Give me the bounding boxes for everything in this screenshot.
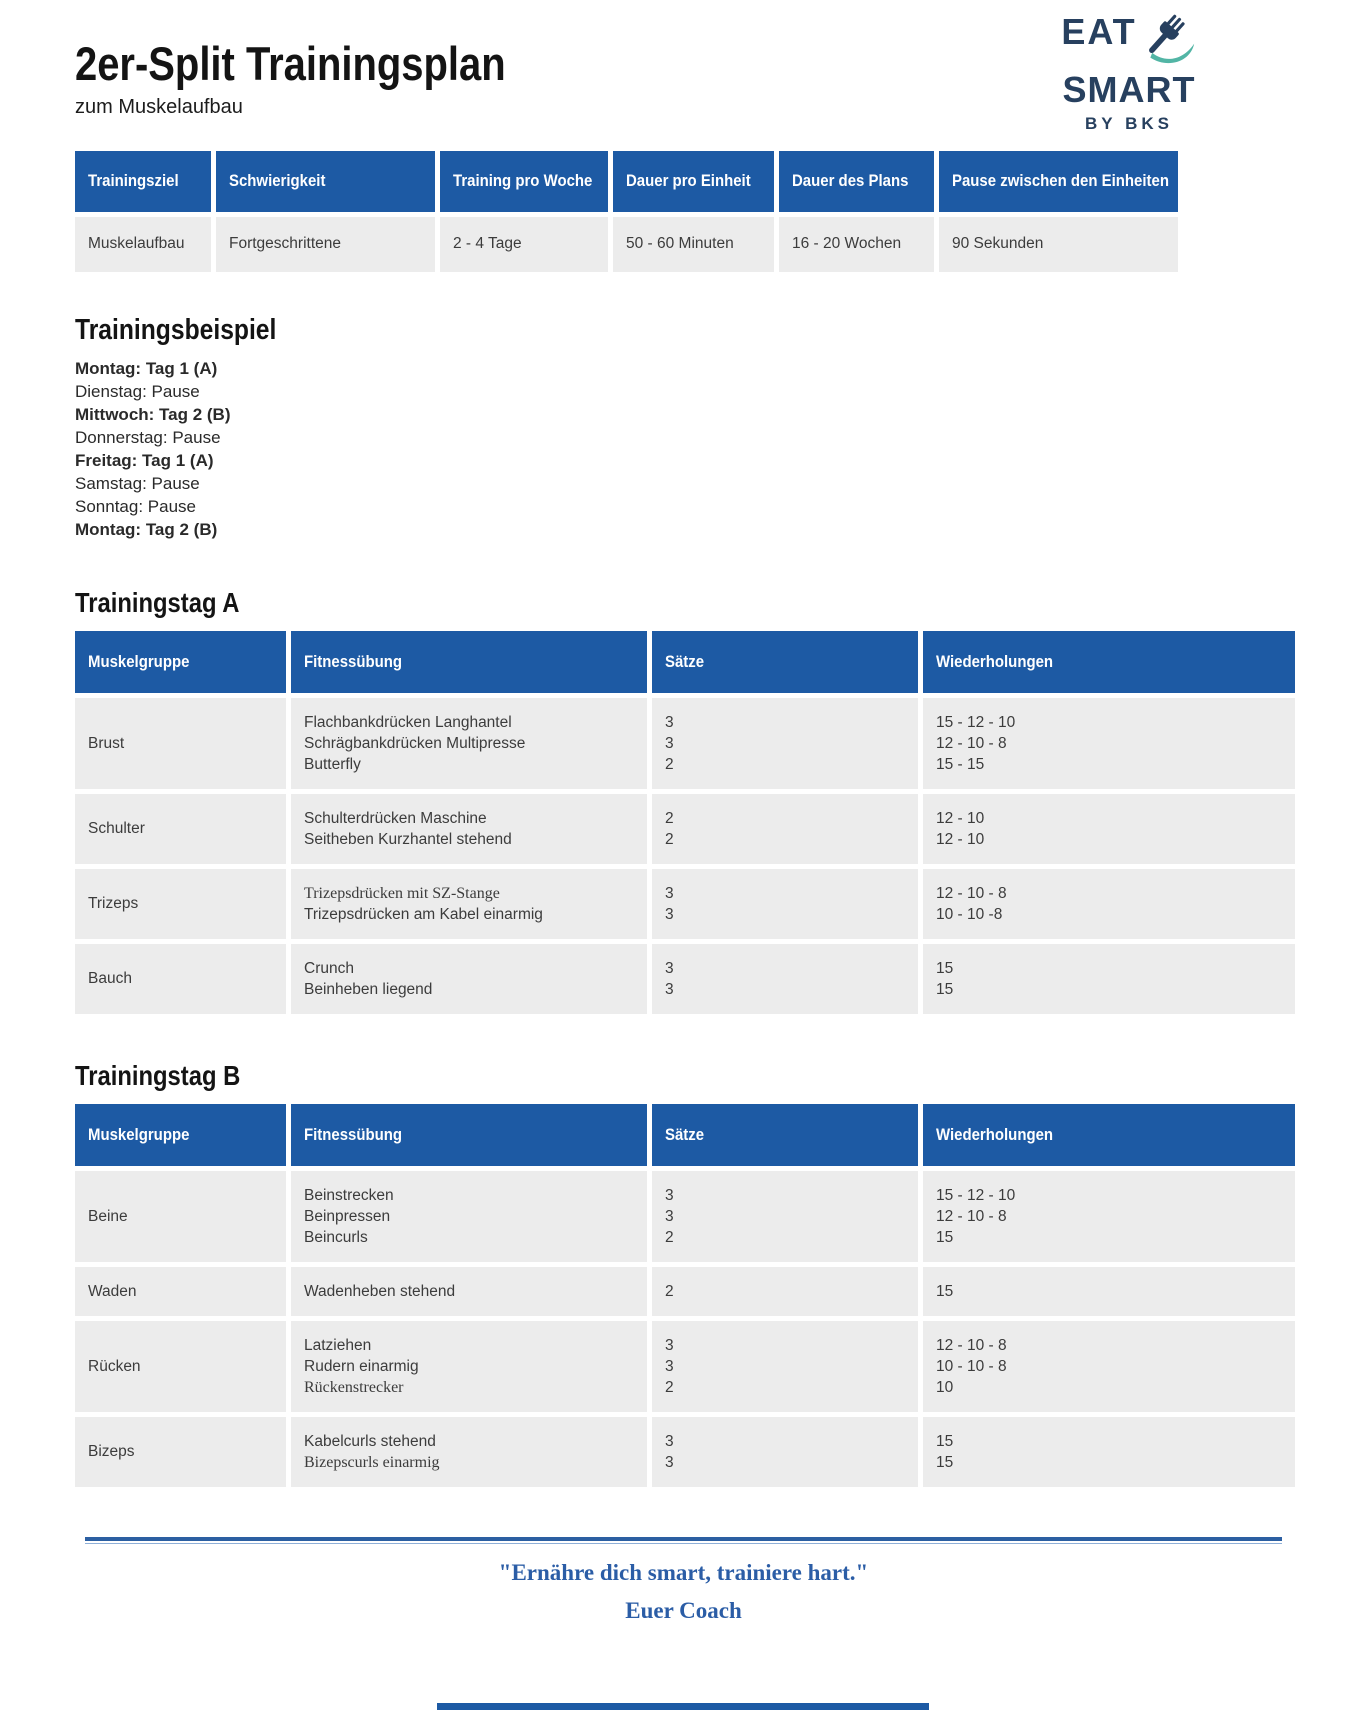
day-a-heading: Trainingstag A xyxy=(75,586,240,618)
table-header-row xyxy=(75,631,1292,693)
muscle-cell: Bizeps xyxy=(75,1417,286,1487)
table-row xyxy=(75,1321,1292,1412)
sets-value: 3 xyxy=(665,1207,674,1225)
reps-value: 10 - 10 - 8 xyxy=(936,1357,1007,1375)
example-day: Sonntag: Pause xyxy=(75,496,196,516)
reps-cell xyxy=(923,1417,1295,1487)
reps-value: 12 - 10 - 8 xyxy=(936,1207,1007,1225)
example-day: Freitag: Tag 1 (A) xyxy=(75,450,214,470)
sets-cell xyxy=(652,794,918,864)
example-day: Mittwoch: Tag 2 (B) xyxy=(75,404,231,424)
reps-value: 15 xyxy=(936,980,954,998)
sets-cell xyxy=(652,1267,918,1316)
exercises-cell xyxy=(291,1321,647,1412)
sets-value: 2 xyxy=(665,1378,674,1396)
reps-cell xyxy=(923,1321,1295,1412)
reps-value: 15 xyxy=(936,1228,954,1246)
reps-value: 12 - 10 xyxy=(936,809,985,827)
column-header-cell xyxy=(923,631,1295,693)
exercise-name: Trizepsdrücken mit SZ-Stange xyxy=(304,884,500,902)
page-subtitle: zum Muskelaufbau xyxy=(75,95,243,118)
sets-value: 2 xyxy=(665,830,674,848)
overview-value-cell: 2 - 4 Tage xyxy=(440,217,608,272)
column-header-cell xyxy=(75,1104,286,1166)
exercise-name: Wadenheben stehend xyxy=(304,1282,456,1300)
overview-table xyxy=(75,151,1173,272)
logo-word-bybks: BY BKS xyxy=(1085,114,1173,133)
sets-value: 2 xyxy=(665,809,674,827)
table-row xyxy=(75,869,1292,939)
exercise-name: Rudern einarmig xyxy=(304,1357,419,1375)
column-header-label: Wiederholungen xyxy=(936,1125,1054,1145)
sets-value: 2 xyxy=(665,1228,674,1246)
reps-cell xyxy=(923,869,1295,939)
reps-value: 15 xyxy=(936,1432,954,1450)
exercises-cell xyxy=(291,944,647,1014)
footer-divider xyxy=(85,1537,1282,1544)
page-title: 2er-Split Trainingsplan xyxy=(75,37,506,90)
example-heading: Trainingsbeispiel xyxy=(75,313,277,346)
column-header-label: Muskelgruppe xyxy=(88,652,190,672)
reps-value: 12 - 10 - 8 xyxy=(936,734,1007,752)
table-row xyxy=(75,944,1292,1014)
column-header-cell xyxy=(652,1104,918,1166)
sets-cell xyxy=(652,869,918,939)
overview-value-cell: Fortgeschrittene xyxy=(216,217,435,272)
muscle-cell: Brust xyxy=(75,698,286,789)
exercise-name: Crunch xyxy=(304,959,354,977)
sets-cell xyxy=(652,944,918,1014)
sets-value: 3 xyxy=(665,1453,674,1471)
overview-header-row xyxy=(75,151,1173,212)
overview-header-label: Trainingsziel xyxy=(88,171,179,191)
overview-value-cell: 16 - 20 Wochen xyxy=(779,217,934,272)
column-header-label: Wiederholungen xyxy=(936,652,1054,672)
exercise-name: Kabelcurls stehend xyxy=(304,1432,436,1450)
muscle-cell: Schulter xyxy=(75,794,286,864)
sets-value: 3 xyxy=(665,1357,674,1375)
overview-value-cell: 50 - 60 Minuten xyxy=(613,217,774,272)
table-row xyxy=(75,1417,1292,1487)
sets-value: 3 xyxy=(665,734,674,752)
reps-cell xyxy=(923,944,1295,1014)
reps-value: 10 - 10 -8 xyxy=(936,905,1003,923)
column-header-cell xyxy=(75,631,286,693)
sets-value: 3 xyxy=(665,713,674,731)
overview-header-label: Dauer pro Einheit xyxy=(626,171,751,191)
exercise-name: Beinpressen xyxy=(304,1207,391,1225)
example-day-list xyxy=(75,357,1292,541)
overview-header-label: Dauer des Plans xyxy=(792,171,909,191)
sets-value: 3 xyxy=(665,1432,674,1450)
reps-value: 15 - 15 xyxy=(936,755,985,773)
sets-value: 3 xyxy=(665,905,674,923)
reps-value: 15 - 12 - 10 xyxy=(936,713,1016,731)
sets-cell xyxy=(652,1321,918,1412)
column-header-label: Sätze xyxy=(665,1125,705,1145)
day-b-heading: Trainingstag B xyxy=(75,1059,241,1091)
sets-cell xyxy=(652,1171,918,1262)
overview-header-cell xyxy=(440,151,608,212)
column-header-label: Fitnessübung xyxy=(304,1125,403,1145)
example-day: Dienstag: Pause xyxy=(75,381,200,401)
reps-value: 15 - 12 - 10 xyxy=(936,1186,1016,1204)
muscle-cell: Trizeps xyxy=(75,869,286,939)
sets-value: 3 xyxy=(665,884,674,902)
example-day: Samstag: Pause xyxy=(75,473,200,493)
overview-header-cell xyxy=(939,151,1178,212)
exercise-name: Latziehen xyxy=(304,1336,372,1354)
exercises-cell xyxy=(291,1171,647,1262)
overview-header-label: Schwierigkeit xyxy=(229,171,326,191)
exercise-name: Schulterdrücken Maschine xyxy=(304,809,487,827)
exercise-name: Flachbankdrücken Langhantel xyxy=(304,713,512,731)
overview-value-row xyxy=(75,212,1173,272)
column-header-cell xyxy=(652,631,918,693)
fork-icon xyxy=(1141,10,1197,70)
sets-cell xyxy=(652,698,918,789)
example-day: Donnerstag: Pause xyxy=(75,427,221,447)
training-table xyxy=(75,1104,1292,1487)
exercise-name: Schrägbankdrücken Multipresse xyxy=(304,734,526,752)
reps-value: 10 xyxy=(936,1378,954,1396)
exercise-name: Beinheben liegend xyxy=(304,980,433,998)
exercise-name: Bizepscurls einarmig xyxy=(304,1453,440,1471)
sets-value: 3 xyxy=(665,1336,674,1354)
overview-value-cell: Muskelaufbau xyxy=(75,217,211,272)
logo-word-eat: EAT xyxy=(1061,11,1137,52)
brand-logo xyxy=(1044,11,1214,133)
exercise-name: Seitheben Kurzhantel stehend xyxy=(304,830,512,848)
overview-header-label: Pause zwischen den Einheiten xyxy=(952,171,1169,191)
sets-value: 3 xyxy=(665,959,674,977)
column-header-cell xyxy=(291,1104,647,1166)
sets-cell xyxy=(652,1417,918,1487)
training-table xyxy=(75,631,1292,1014)
reps-value: 12 - 10 - 8 xyxy=(936,1336,1007,1354)
next-page-table-edge xyxy=(437,1703,929,1710)
table-row xyxy=(75,698,1292,789)
exercises-cell xyxy=(291,794,647,864)
example-day: Montag: Tag 1 (A) xyxy=(75,358,218,378)
overview-header-label: Training pro Woche xyxy=(453,171,593,191)
exercise-name: Butterfly xyxy=(304,755,361,773)
exercise-name: Beinstrecken xyxy=(304,1186,394,1204)
sets-value: 2 xyxy=(665,1282,674,1300)
reps-cell xyxy=(923,1267,1295,1316)
muscle-cell: Beine xyxy=(75,1171,286,1262)
overview-header-cell xyxy=(75,151,211,212)
sets-value: 3 xyxy=(665,1186,674,1204)
exercises-cell xyxy=(291,869,647,939)
column-header-label: Muskelgruppe xyxy=(88,1125,190,1145)
exercises-cell xyxy=(291,698,647,789)
example-day: Montag: Tag 2 (B) xyxy=(75,519,218,539)
table-header-row xyxy=(75,1104,1292,1166)
logo-word-smart: SMART xyxy=(1062,69,1196,110)
column-header-cell xyxy=(291,631,647,693)
exercise-name: Trizepsdrücken am Kabel einarmig xyxy=(304,905,543,923)
muscle-cell: Bauch xyxy=(75,944,286,1014)
footer-quote: "Ernähre dich smart, trainiere hart." xyxy=(498,1559,869,1585)
sets-value: 3 xyxy=(665,980,674,998)
exercise-name: Rückenstrecker xyxy=(304,1378,404,1396)
reps-value: 12 - 10 xyxy=(936,830,985,848)
overview-header-cell xyxy=(613,151,774,212)
column-header-label: Sätze xyxy=(665,652,705,672)
reps-value: 15 xyxy=(936,959,954,977)
overview-header-cell xyxy=(779,151,934,212)
exercises-cell xyxy=(291,1417,647,1487)
overview-header-cell xyxy=(216,151,435,212)
column-header-cell xyxy=(923,1104,1295,1166)
reps-value: 15 xyxy=(936,1282,954,1300)
muscle-cell: Rücken xyxy=(75,1321,286,1412)
exercises-cell xyxy=(291,1267,647,1316)
footer-signature: Euer Coach xyxy=(625,1597,742,1623)
table-row xyxy=(75,1267,1292,1316)
sets-value: 2 xyxy=(665,755,674,773)
column-header-label: Fitnessübung xyxy=(304,652,403,672)
overview-value-cell: 90 Sekunden xyxy=(939,217,1178,272)
reps-cell xyxy=(923,698,1295,789)
reps-cell xyxy=(923,794,1295,864)
exercise-name: Beincurls xyxy=(304,1228,368,1246)
muscle-cell: Waden xyxy=(75,1267,286,1316)
reps-cell xyxy=(923,1171,1295,1262)
reps-value: 15 xyxy=(936,1453,954,1471)
table-row xyxy=(75,794,1292,864)
reps-value: 12 - 10 - 8 xyxy=(936,884,1007,902)
table-row xyxy=(75,1171,1292,1262)
